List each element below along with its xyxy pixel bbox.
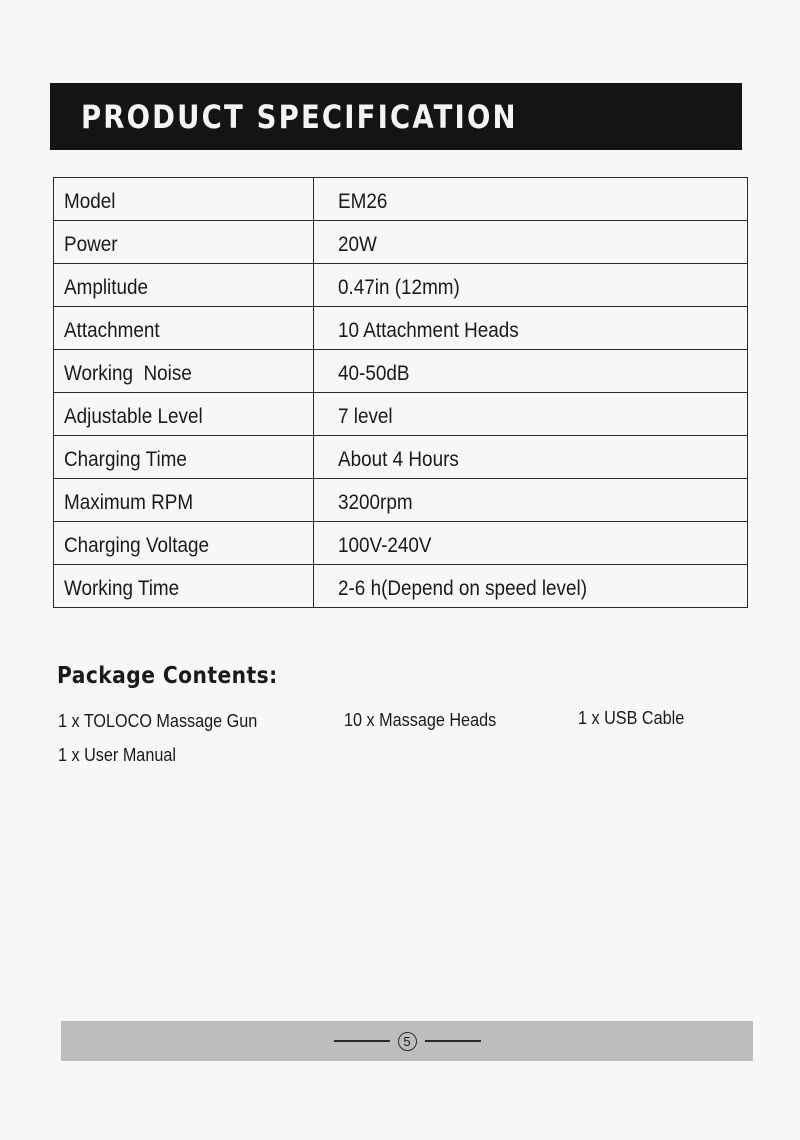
spec-value: 2-6 h(Depend on speed level) <box>314 565 748 608</box>
spec-header-banner <box>50 83 742 150</box>
table-row <box>54 436 748 479</box>
page-footer <box>61 1021 753 1061</box>
table-row <box>54 350 748 393</box>
spec-value: 20W <box>314 221 748 264</box>
spec-label: Power <box>54 221 314 264</box>
spec-value: 10 Attachment Heads <box>314 307 748 350</box>
table-row <box>54 178 748 221</box>
spec-value: 3200rpm <box>314 479 748 522</box>
spec-value: 40-50dB <box>314 350 748 393</box>
table-row <box>54 565 748 608</box>
package-item: 1 x User Manual <box>58 745 176 765</box>
package-item: 10 x Massage Heads <box>344 710 497 730</box>
spec-value: 0.47in (12mm) <box>314 264 748 307</box>
spec-value: EM26 <box>314 178 748 221</box>
table-row <box>54 307 748 350</box>
spec-label: Working Time <box>54 565 314 608</box>
spec-value: 100V-240V <box>314 522 748 565</box>
spec-label: Adjustable Level <box>54 393 314 436</box>
table-row <box>54 221 748 264</box>
spec-value: About 4 Hours <box>314 436 748 479</box>
page-title: PRODUCT SPECIFICATION <box>80 97 518 136</box>
spec-label: Maximum RPM <box>54 479 314 522</box>
spec-value: 7 level <box>314 393 748 436</box>
spec-label: Model <box>54 178 314 221</box>
table-row <box>54 479 748 522</box>
package-item: 1 x TOLOCO Massage Gun <box>58 711 258 731</box>
spec-table <box>53 177 748 608</box>
spec-label: Attachment <box>54 307 314 350</box>
package-contents-heading: Package Contents: <box>57 663 278 689</box>
package-item: 1 x USB Cable <box>578 708 685 728</box>
page-number: 5 <box>398 1032 417 1051</box>
footer-rule-right <box>425 1040 481 1042</box>
table-row <box>54 522 748 565</box>
spec-label: Working Noise <box>54 350 314 393</box>
spec-label: Charging Time <box>54 436 314 479</box>
spec-label: Amplitude <box>54 264 314 307</box>
table-row <box>54 393 748 436</box>
spec-label: Charging Voltage <box>54 522 314 565</box>
table-row <box>54 264 748 307</box>
footer-rule-left <box>334 1040 390 1042</box>
